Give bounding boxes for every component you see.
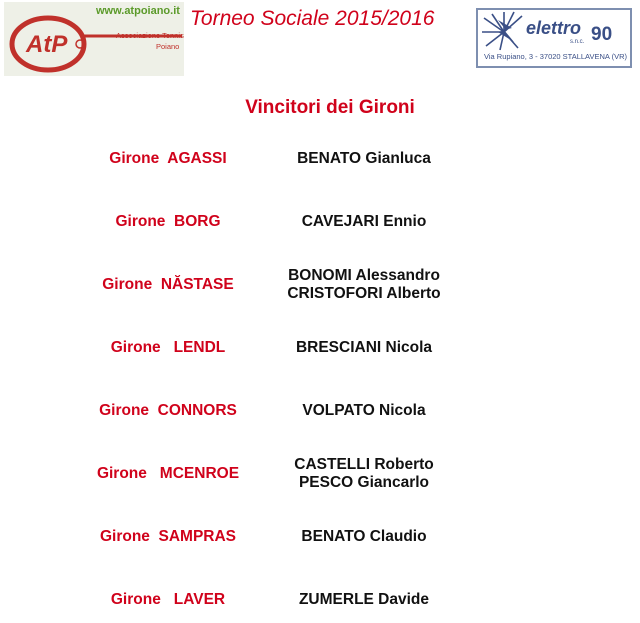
winner-name: BENATO Gianluca (297, 150, 431, 167)
group-winners (264, 454, 464, 494)
section-title: Vincitori dei Gironi (245, 97, 415, 118)
group-winners (264, 517, 464, 557)
group-winners (264, 391, 464, 431)
group-winners (264, 202, 464, 242)
group-row (0, 580, 640, 620)
winner-name: CAVEJARI Ennio (301, 213, 427, 230)
logo-url: www.atpoiano.it (96, 5, 180, 17)
sponsor-name: elettro (526, 18, 582, 38)
group-winners (264, 328, 464, 368)
winner-name: CASTELLI Roberto (294, 456, 434, 473)
group-winners (264, 265, 464, 305)
group-winners (264, 580, 464, 620)
group-row (0, 454, 640, 494)
sponsor-logo (476, 8, 632, 68)
winner-name: PESCO Giancarlo (298, 474, 430, 491)
group-name: Girone LENDL (110, 339, 226, 356)
sponsor-suffix: s.n.c. (570, 39, 585, 45)
winner-name: ZUMERLE Davide (298, 591, 430, 608)
sponsor-address: Via Rupiano, 3 - 37020 STALLAVENA (VR) (484, 52, 627, 61)
group-row (0, 139, 640, 179)
group-name: Girone NĂSTASE (102, 276, 234, 293)
group-row (0, 391, 640, 431)
group-name: Girone AGASSI (109, 150, 227, 167)
logo-association-text: Associazione Tennis (116, 31, 184, 40)
winner-name: BENATO Claudio (301, 528, 427, 545)
group-name: Girone CONNORS (99, 402, 237, 419)
logo-monogram: AtP (26, 31, 68, 58)
winner-name: VOLPATO Nicola (302, 402, 426, 419)
logo-town-text: Poiano (156, 42, 180, 51)
group-row (0, 328, 640, 368)
group-row (0, 265, 640, 305)
group-name: Girone SAMPRAS (99, 528, 237, 545)
group-name: Girone MCENROE (96, 465, 240, 482)
winner-name: BRESCIANI Nicola (295, 339, 433, 356)
winner-name: BONOMI Alessandro (288, 267, 440, 284)
group-row (0, 202, 640, 242)
winner-name: CRISTOFORI Alberto (287, 285, 441, 302)
club-logo (4, 2, 184, 76)
group-name: Girone BORG (115, 213, 221, 230)
group-winners (264, 139, 464, 179)
group-row (0, 517, 640, 557)
group-name: Girone LAVER (110, 591, 226, 608)
sponsor-number: 90 (591, 24, 613, 45)
page-title: Torneo Sociale 2015/2016 (190, 7, 435, 30)
